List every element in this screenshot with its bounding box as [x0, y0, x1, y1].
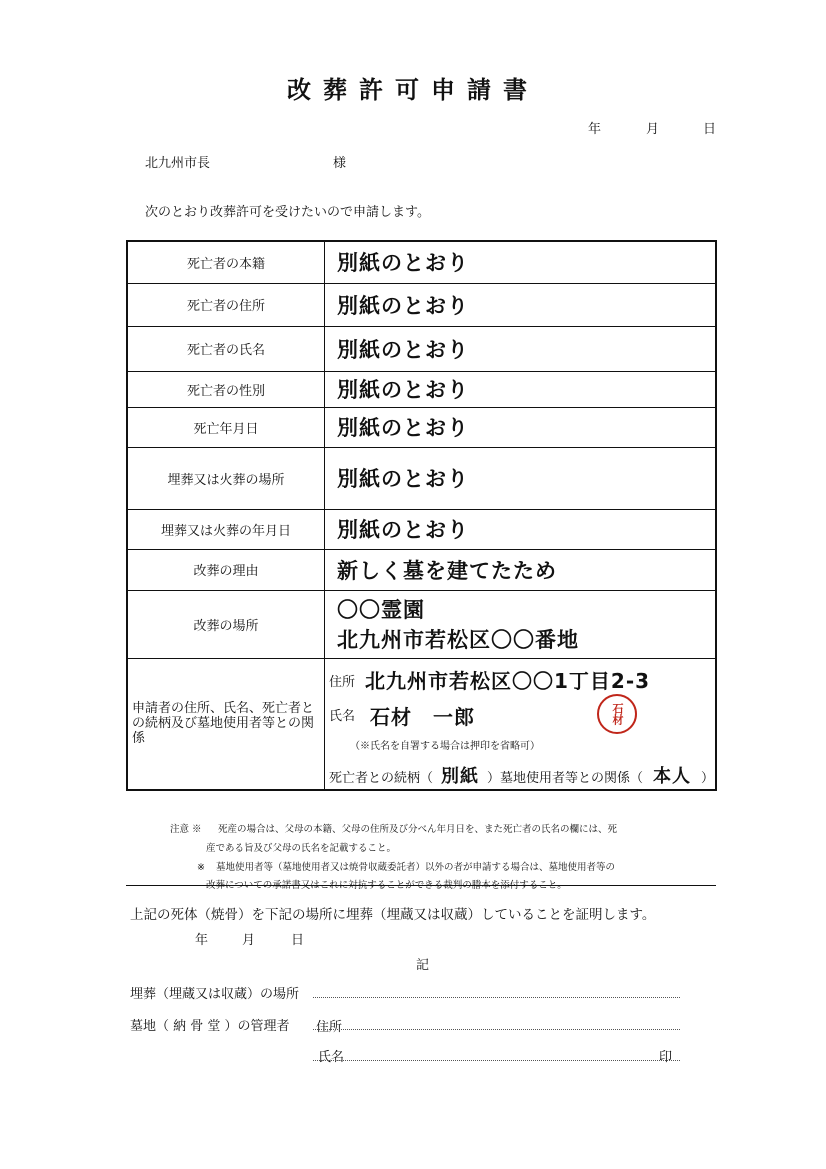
note-1-line-2: 産である旨及び父母の氏名を記載すること。	[206, 843, 397, 854]
burial-place-label: 埋葬（埋蔵又は収蔵）の場所	[130, 987, 300, 1002]
place-line-1: 〇〇霊園	[337, 598, 425, 622]
manager-address-line[interactable]	[313, 1029, 680, 1030]
place-value[interactable]	[325, 590, 717, 658]
relation-row	[329, 762, 714, 788]
intro-text: 次のとおり改葬許可を受けたいので申請します。	[145, 205, 430, 220]
row-label: 埋葬又は火葬の年月日	[127, 509, 325, 549]
addressee-name: 北九州市長	[145, 156, 211, 171]
cert-year-label: 年	[195, 933, 209, 948]
note-2-line-2: 改葬についての承諾書又はこれに対抗することができる裁判の謄本を添付すること。	[206, 880, 567, 891]
place-line-2: 北九州市若松区〇〇番地	[337, 628, 579, 652]
table-row	[127, 447, 716, 509]
applicant-name-value[interactable]: 石材 一郎	[370, 704, 475, 729]
row-label: 死亡年月日	[127, 407, 325, 447]
table-row	[127, 590, 716, 658]
owner-value[interactable]: 本人	[653, 765, 692, 787]
certification-text: 上記の死体（焼骨）を下記の場所に埋葬（埋蔵又は収蔵）していることを証明します。	[130, 907, 656, 923]
relation-label: 死亡者との続柄（	[329, 770, 434, 786]
document-title: 改葬許可申請書	[287, 76, 539, 104]
cert-day-label: 日	[291, 933, 305, 948]
ki-heading: 記	[416, 958, 430, 973]
burial-place-line[interactable]	[313, 997, 680, 998]
applicant-address-value[interactable]: 北九州市若松区〇〇1丁目2-3	[365, 668, 651, 693]
row-value[interactable]: 別紙のとおり	[325, 447, 717, 509]
row-label: 埋葬又は火葬の場所	[127, 447, 325, 509]
table-row	[127, 283, 716, 326]
row-label: 改葬の場所	[127, 590, 325, 658]
table-row	[127, 326, 716, 371]
relation-close: ）	[701, 770, 715, 786]
row-label: 死亡者の氏名	[127, 326, 325, 371]
row-label: 改葬の理由	[127, 549, 325, 590]
relation-value[interactable]: 別紙	[441, 765, 480, 787]
table-row	[127, 549, 716, 590]
applicant-name-label: 氏名	[329, 708, 356, 724]
manager-label: 墓地（ 納 骨 堂 ）の管理者	[130, 1019, 290, 1034]
applicant-label: 申請者の住所、氏名、死亡者との続柄及び墓地使用者等との関係	[127, 658, 325, 790]
row-value[interactable]: 別紙のとおり	[325, 326, 717, 371]
table-row	[127, 241, 716, 283]
manager-address-label: 住所	[316, 1020, 343, 1035]
manager-seal-label: 印	[659, 1050, 673, 1065]
owner-label: ）墓地使用者等との関係（	[487, 770, 644, 786]
table-row	[127, 407, 716, 447]
cert-month-label: 月	[242, 933, 256, 948]
note-2-line-1: 墓地使用者等（墓地使用者又は焼骨収蔵委託者）以外の者が申請する場合は、墓地使用者等の	[216, 862, 616, 873]
table-row	[127, 509, 716, 549]
date-day-label: 日	[703, 122, 717, 137]
manager-name-label: 氏名	[318, 1050, 345, 1065]
row-value[interactable]: 別紙のとおり	[325, 283, 717, 326]
date-year-label: 年	[588, 122, 602, 137]
row-value[interactable]: 別紙のとおり	[325, 371, 717, 407]
manager-name-line[interactable]	[313, 1060, 680, 1061]
row-value[interactable]: 別紙のとおり	[325, 241, 717, 283]
personal-seal-stamp: 石材	[597, 694, 637, 734]
note-2-lead: ※	[197, 862, 205, 873]
seal-note: （※氏名を自署する場合は押印を省略可）	[350, 740, 540, 752]
applicant-cell	[325, 658, 717, 790]
row-value[interactable]: 別紙のとおり	[325, 407, 717, 447]
section-divider	[126, 885, 716, 886]
note-1-line-1: 死産の場合は、父母の本籍、父母の住所及び分べん年月日を、また死亡者の氏名の欄には、死	[218, 824, 618, 835]
row-label: 死亡者の住所	[127, 283, 325, 326]
addressee-honorific: 様	[333, 156, 347, 171]
note-1-lead: 注意 ※	[170, 824, 202, 835]
table-row	[127, 371, 716, 407]
date-month-label: 月	[646, 122, 660, 137]
row-value[interactable]: 別紙のとおり	[325, 509, 717, 549]
applicant-address-label: 住所	[329, 674, 356, 690]
row-label: 死亡者の性別	[127, 371, 325, 407]
row-label: 死亡者の本籍	[127, 241, 325, 283]
row-value[interactable]: 新しく墓を建てたため	[325, 549, 717, 590]
